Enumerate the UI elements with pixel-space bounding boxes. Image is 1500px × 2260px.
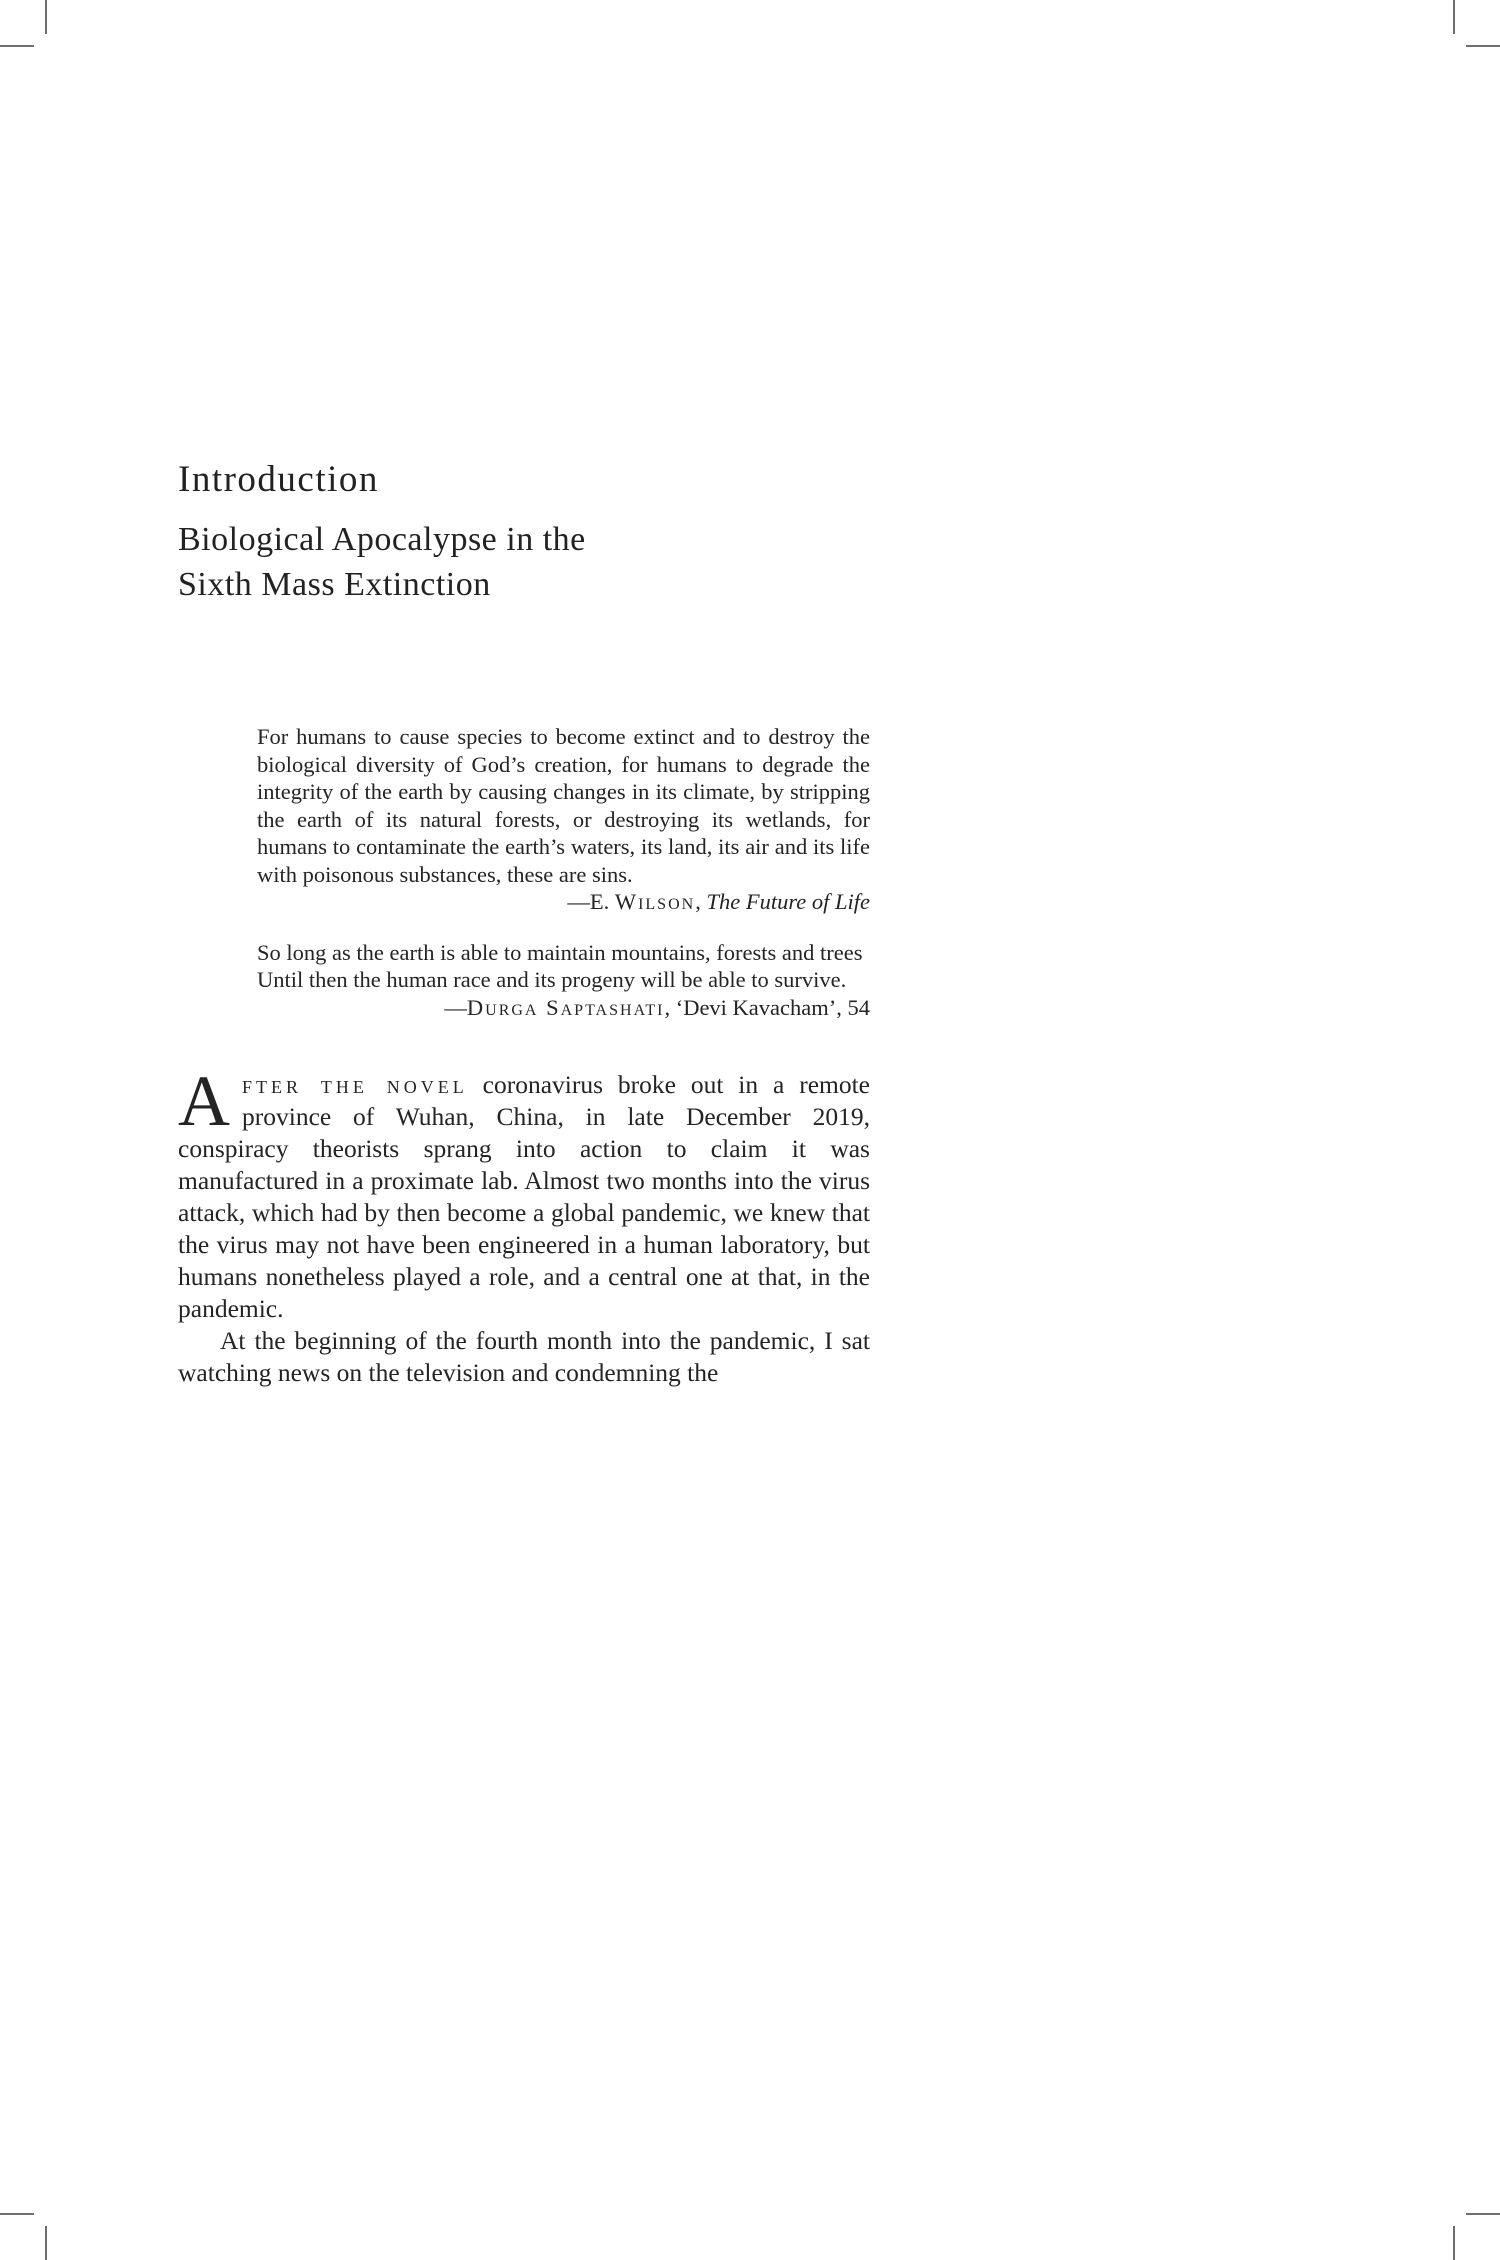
epigraph-durga-line-2: Until then the human race and its progeny will be able to survive. xyxy=(257,967,847,992)
epigraph-wilson-attribution xyxy=(257,888,870,916)
epigraph-wilson-text: For humans to cause species to become extinct and to destroy the biological diversity of God’s creation, for humans to degrade the integrity of the earth by causing changes in its climate, by stripping the earth of its natural forests, or destroying its wetlands, for humans to contaminate the earth’s waters, its land, its air and its life with poisonous substances, these are sins. xyxy=(257,724,870,887)
crop-mark-top-right-vertical xyxy=(1453,0,1455,34)
attribution-prefix: —E. xyxy=(567,889,615,914)
drop-cap: A xyxy=(178,1061,230,1141)
attribution-suffix: , ‘Devi Kavacham’, 54 xyxy=(664,994,870,1020)
crop-mark-bottom-left-vertical xyxy=(45,2226,47,2260)
body-text xyxy=(178,1061,870,1389)
epigraph-durga-attribution xyxy=(257,994,870,1022)
opening-small-caps: fter the novel xyxy=(242,1070,468,1099)
crop-mark-bottom-right-horizontal xyxy=(1466,2213,1500,2215)
crop-mark-top-left-horizontal xyxy=(0,45,34,47)
attribution-separator: , xyxy=(695,889,707,914)
paragraph-1 xyxy=(178,1061,870,1325)
attribution-author-name: Durga Saptashati xyxy=(466,994,665,1020)
crop-mark-bottom-left-horizontal xyxy=(0,2213,34,2215)
chapter-title xyxy=(178,517,870,607)
chapter-title-line-2: Sixth Mass Extinction xyxy=(178,566,491,603)
chapter-label: Introduction xyxy=(178,459,379,500)
attribution-prefix: — xyxy=(444,994,467,1020)
chapter-title-line-1: Biological Apocalypse in the xyxy=(178,521,586,558)
attribution-work-title: The Future of Life xyxy=(706,889,870,914)
crop-mark-top-right-horizontal xyxy=(1466,45,1500,47)
crop-mark-bottom-right-vertical xyxy=(1453,2226,1455,2260)
crop-mark-top-left-vertical xyxy=(45,0,47,34)
paragraph-2: At the beginning of the fourth month into the pandemic, I sat watching news on the television and condemning the xyxy=(178,1326,870,1387)
epigraph-durga-saptashati xyxy=(257,939,870,1022)
text-block xyxy=(178,458,870,1389)
epigraph-durga-line-1: So long as the earth is able to maintain mountains, forests and trees xyxy=(257,939,863,965)
epigraph-wilson xyxy=(257,723,870,916)
paragraph-1-text: coronavirus broke out in a remote province of Wuhan, China, in late December 2019, conspiracy theorists sprang into action to claim it was manufactured in a proximate lab. Almost two months into the virus attack, which had by then become a global pandemic, we knew that the virus may not have been engineered in a human laboratory, but humans nonetheless played a role, and a central one at that, in the pandemic. xyxy=(178,1070,870,1323)
attribution-author-name: Wilson xyxy=(614,889,696,914)
